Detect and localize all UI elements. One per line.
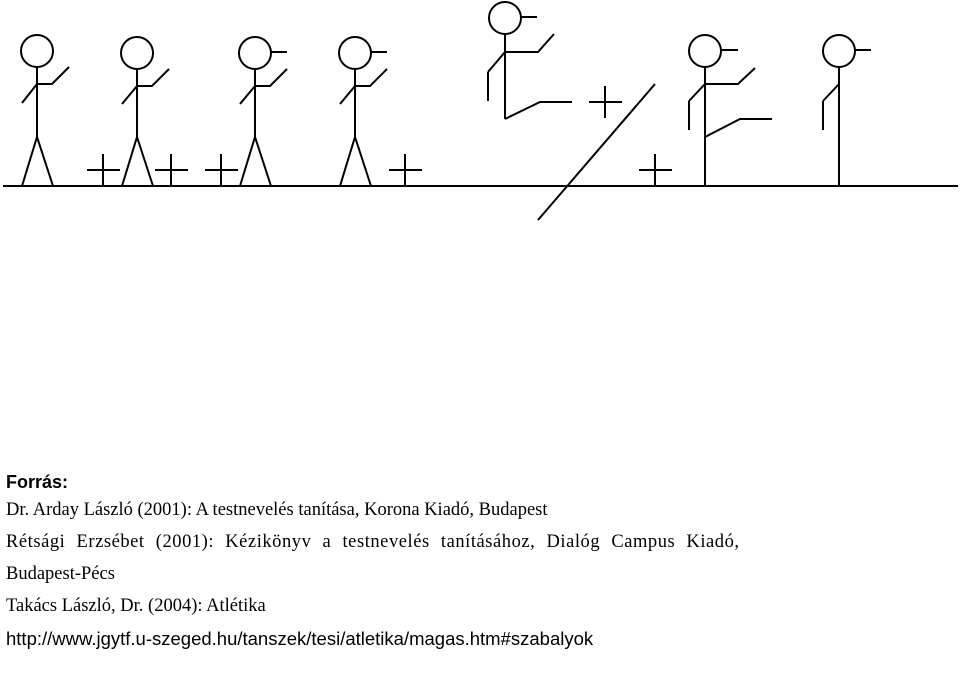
stick-figure-3 xyxy=(239,37,287,186)
stick-figure-4 xyxy=(339,37,387,186)
reference-2-continuation: Budapest-Pécs xyxy=(6,564,115,584)
stick-figure-7 xyxy=(823,35,871,186)
footstep-markers xyxy=(87,86,672,186)
stick-figure-6 xyxy=(689,35,772,186)
stick-figure-5 xyxy=(488,2,572,119)
sources-section xyxy=(6,472,956,649)
reference-url[interactable]: http://www.jgytf.u-szeged.hu/tanszek/tesi/atletika/magas.htm#szabalyok xyxy=(6,628,594,649)
sources-heading: Forrás: xyxy=(6,472,69,492)
reference-2: Rétsági Erzsébet (2001): Kézikönyv a testnevelés tanításához, Dialóg Campus Kiadó, xyxy=(6,532,740,552)
reference-1: Dr. Arday László (2001): A testnevelés tanítása, Korona Kiadó, Budapest xyxy=(6,500,548,520)
stick-figure-2 xyxy=(121,37,169,186)
stick-figure-1 xyxy=(21,35,69,186)
stick-figure-high-jump-sequence-diagram xyxy=(0,0,960,230)
high-jump-figure xyxy=(0,0,960,230)
approach-line xyxy=(538,84,655,220)
reference-3: Takács László, Dr. (2004): Atlétika xyxy=(6,596,266,616)
